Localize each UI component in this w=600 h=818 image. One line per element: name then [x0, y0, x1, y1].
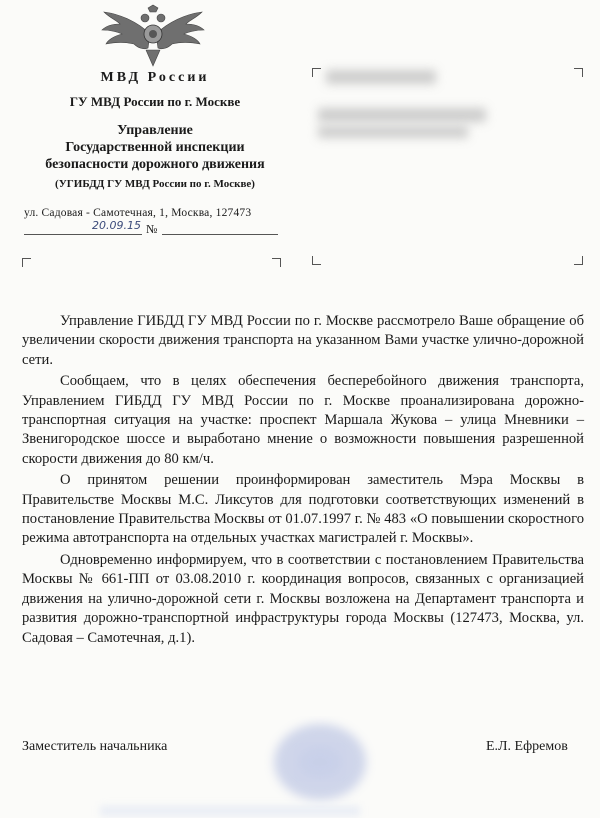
- paragraph: Одновременно информируем, что в соответствии с постановлением Правительства Москвы № 661-ПП от 03.08.2010 г. координация вопросов, связанных с организацией движения на улично-дорожной сети г. Москвы возложена на Департамент транспорта и развития дорожно-транспортной инфраструктуры города Москвы (127473, Москва, ул. Садовая – Самотечная, д.1).: [22, 551, 584, 646]
- corner-mark: [574, 68, 583, 77]
- department-line: Управление: [117, 123, 193, 138]
- corner-mark: [574, 256, 583, 265]
- reg-date-handwritten: 20.09.15: [92, 219, 141, 232]
- corner-mark: [272, 258, 281, 267]
- department-line: Государственной инспекции: [65, 140, 245, 155]
- reg-date-line: [24, 234, 142, 235]
- department-line: безопасности дорожного движения: [45, 157, 265, 172]
- paragraph: О принятом решении проинформирован заместитель Мэра Москвы в Правительстве Москвы М.С. Ликсутов для подготовки соответствующих изменений в постановление Правительства Москвы от 01.07.1997 г. № 483 «О повышении скоростного режима автотранспорта на отдельных участках магистралей г. Москвы».: [22, 472, 584, 547]
- reg-number-label: №: [146, 222, 158, 236]
- paragraph: Управление ГИБДД ГУ МВД России по г. Москве рассмотрело Ваше обращение об увеличении скорости движения транспорта на указанном Вами участке улично-дорожной сети.: [22, 313, 584, 368]
- signatory-name: Е.Л. Ефремов: [486, 739, 568, 754]
- main-directorate: ГУ МВД России по г. Москве: [69, 94, 241, 109]
- bottom-smudge: [100, 806, 360, 816]
- double-headed-eagle-emblem-icon: [98, 4, 208, 72]
- department-abbreviation: (УГИБДД ГУ МВД России по г. Москве): [55, 178, 255, 190]
- corner-mark: [22, 258, 31, 267]
- reg-number-line: [162, 234, 278, 235]
- ministry-name: МВД России: [100, 70, 210, 85]
- signatory-role: Заместитель начальника: [22, 739, 168, 754]
- corner-mark: [312, 68, 321, 77]
- department-title: [20, 122, 290, 173]
- letter-body: [22, 312, 584, 650]
- sender-address: ул. Садовая - Самотечная, 1, Москва, 127473: [24, 207, 252, 219]
- signature-stamp-icon: [258, 712, 378, 812]
- paragraph: Сообщаем, что в целях обеспечения бесперебойного движения транспорта, Управлением ГИБДД ГУ МВД России по г. Москве проанализирована дорожно-транспортная ситуация на участке: проспект Маршала Жукова – улица Мневники – Звенигородское шоссе и выработано мнение о возможности повышения разрешенной скорости движения до 80 км/ч.: [22, 373, 584, 467]
- corner-mark: [312, 256, 321, 265]
